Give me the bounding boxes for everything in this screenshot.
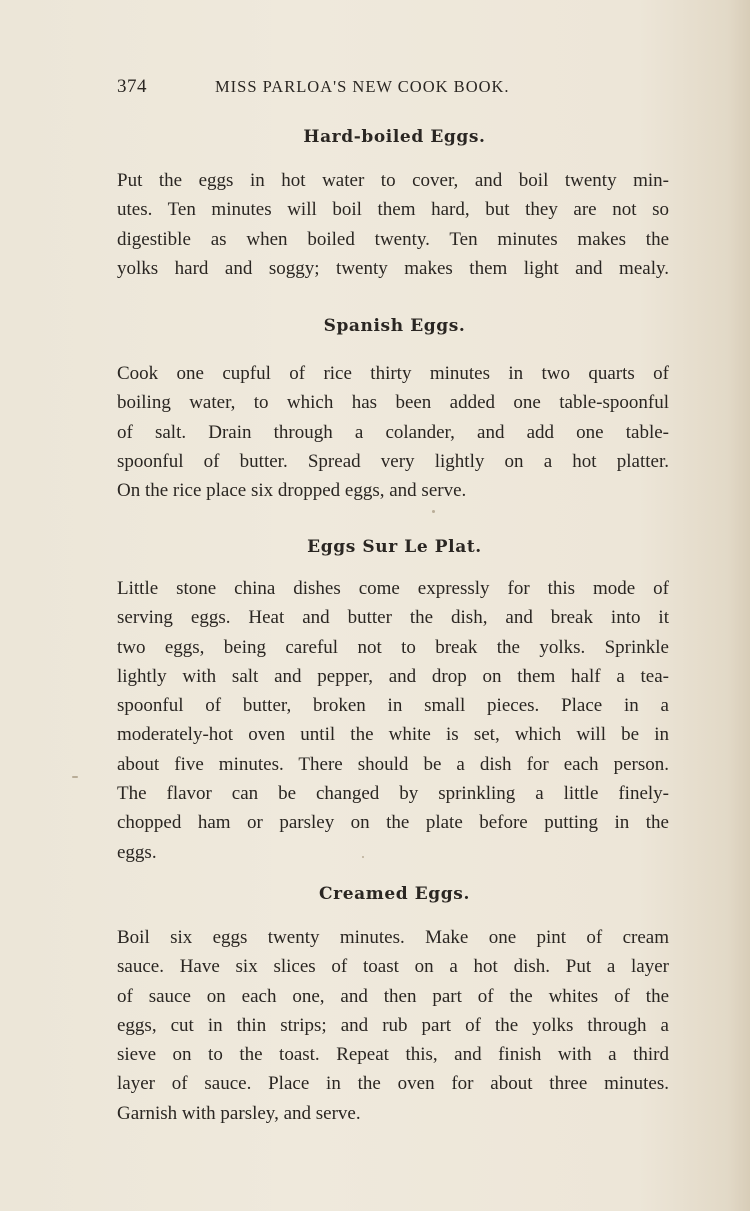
paragraph-line: Put the eggs in hot water to cover, and boil twenty min- bbox=[117, 170, 669, 191]
paragraph-line: eggs, cut in thin strips; and rub part of the yolks through a bbox=[117, 1014, 669, 1036]
recipe-paragraph-creamed-eggs bbox=[117, 923, 669, 1128]
paragraph-line: spoonful of butter, broken in small pieces. Place in a bbox=[117, 695, 669, 717]
recipe-paragraph-eggs-sur-le-plat bbox=[117, 574, 669, 867]
paragraph-line: spoonful of butter. Spread very lightly on a hot platter. bbox=[117, 450, 669, 472]
paragraph-line: of salt. Drain through a colander, and add one table- bbox=[117, 421, 669, 443]
paragraph-line: Cook one cupful of rice thirty minutes in two quarts of bbox=[117, 363, 669, 384]
paper-speck bbox=[362, 856, 364, 858]
paragraph-line: serving eggs. Heat and butter the dish, and break into it bbox=[117, 607, 669, 629]
paragraph-line: yolks hard and soggy; twenty makes them light and mealy. bbox=[117, 257, 669, 279]
paragraph-line: Boil six eggs twenty minutes. Make one pint of cream bbox=[117, 927, 669, 948]
paragraph-line: two eggs, being careful not to break the yolks. Sprinkle bbox=[117, 636, 669, 658]
paragraph-line: sauce. Have six slices of toast on a hot dish. Put a layer bbox=[117, 956, 669, 978]
paragraph-line: chopped ham or parsley on the plate before putting in the bbox=[117, 812, 669, 834]
paragraph-line: utes. Ten minutes will boil them hard, but they are not so bbox=[117, 199, 669, 221]
paragraph-line: eggs. bbox=[117, 841, 157, 863]
paragraph-line: The flavor can be changed by sprinkling a little finely- bbox=[117, 783, 669, 805]
paragraph-line: of sauce on each one, and then part of the whites of the bbox=[117, 985, 669, 1007]
paragraph-line: sieve on to the toast. Repeat this, and finish with a third bbox=[117, 1044, 669, 1066]
page-number: 374 bbox=[117, 76, 147, 97]
section-title-hard-boiled-eggs: Hard-boiled Eggs. bbox=[303, 127, 486, 147]
running-title: MISS PARLOA'S NEW COOK BOOK. bbox=[215, 77, 510, 96]
section-title-creamed-eggs: Creamed Eggs. bbox=[319, 884, 470, 904]
paragraph-line: moderately-hot oven until the white is set, which will be in bbox=[117, 724, 669, 746]
paragraph-line: boiling water, to which has been added one table-spoonful bbox=[117, 392, 669, 414]
section-title-spanish-eggs: Spanish Eggs. bbox=[323, 316, 466, 336]
paragraph-line: Garnish with parsley, and serve. bbox=[117, 1102, 361, 1124]
paragraph-line: layer of sauce. Place in the oven for about three minutes. bbox=[117, 1073, 669, 1095]
paragraph-line: Little stone china dishes come expressly for this mode of bbox=[117, 578, 669, 599]
recipe-paragraph-hard-boiled-eggs bbox=[117, 166, 669, 283]
paragraph-line: On the rice place six dropped eggs, and serve. bbox=[117, 480, 467, 502]
paragraph-line: lightly with salt and pepper, and drop on them half a tea- bbox=[117, 665, 669, 687]
paragraph-line: about five minutes. There should be a dish for each person. bbox=[117, 753, 669, 775]
paper-speck bbox=[432, 510, 435, 513]
paper-speck bbox=[72, 776, 78, 778]
page-header bbox=[117, 76, 672, 102]
section-title-eggs-sur-le-plat: Eggs Sur Le Plat. bbox=[307, 537, 482, 557]
paragraph-line: digestible as when boiled twenty. Ten minutes makes the bbox=[117, 228, 669, 250]
recipe-paragraph-spanish-eggs bbox=[117, 359, 669, 505]
